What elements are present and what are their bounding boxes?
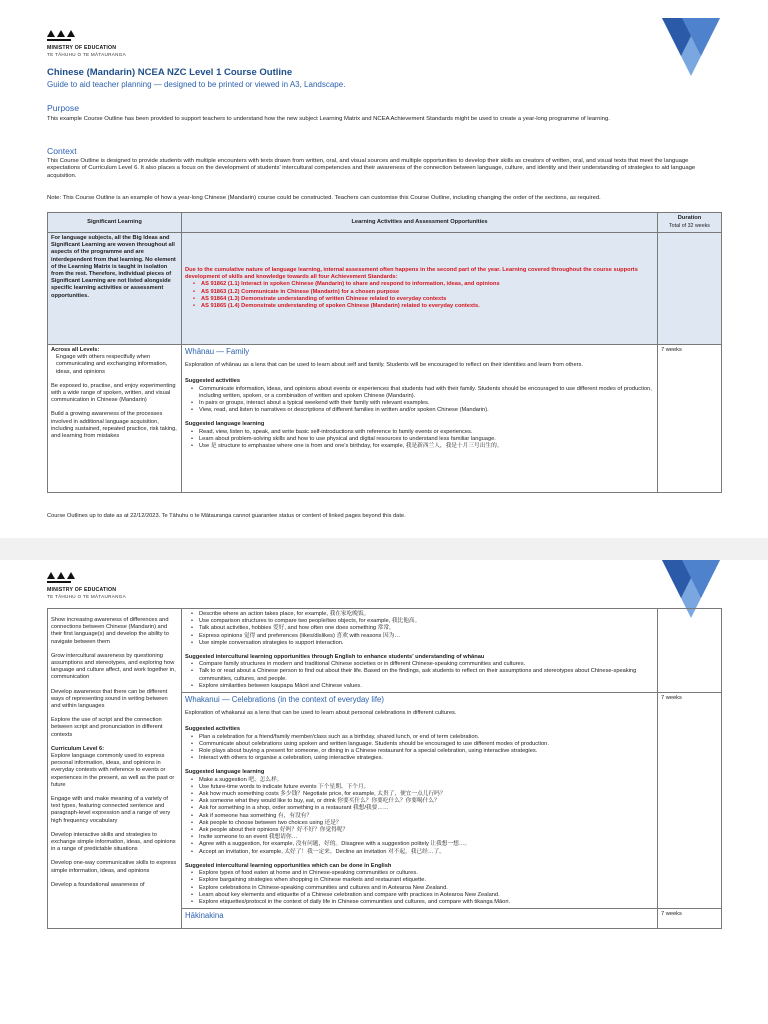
page-separator bbox=[0, 538, 768, 560]
whanau-activities-cell: Whānau — Family Exploration of whānau as a lens that can be used to learn about self and family. Students will be encouraged to reflect on their identities and learn from others. Suggested activities • Communicate information, ideas, and opinions about events or experiences that students had with their family. Students should be encouraged to use different modes of production, including written, spoken, or a combination of written and spoken Chinese (Mandarin). • In pairs or groups, interact about a typical weekend with their family with relevant examples. • View, read, and listen to narratives or descriptions of different families in written and/or spoken Chinese (Mandarin). Suggested language learning • Read, view, listen to, speak, and write basic self-introductions with reference to family events or experiences. • Learn about problem-solving skills and how to use physical and digital resources to understand less familiar language. • Use 是 structure to emphasise where one is from and one's birthday, for example, 我是新西兰人，我是十月三号出生的。 bbox=[182, 345, 658, 493]
whakanui-intercultural-list: • Explore types of food eaten at home and in Chinese-speaking communities or cultures. • Explore bargaining strategies when shopping in Chinese markets and restaurant etiquette. • Explore celebrations in Chinese-speaking communities and cultures and in Aotearoa New Zealand. • Learn about key elements and etiquette of a Chinese celebration and compare with practices in Aotearoa New Zealand. • Explore etiquettes/protocol in the context of daily life in Chinese communities and cultures, and compare with tikanga Māori. bbox=[191, 870, 654, 906]
header-duration: Duration Total of 32 weeks bbox=[658, 213, 722, 233]
theme-title-whanau: Whānau — Family bbox=[185, 347, 250, 356]
logo-mark-icon bbox=[47, 572, 167, 580]
standard-item: • AS 91862 (1.1) Interact in spoken Chinese (Mandarin) to share and respond to information, ideas, and opinions bbox=[193, 281, 654, 288]
page-title: Chinese (Mandarin) NCEA NZC Level 1 Course Outline bbox=[47, 67, 293, 78]
ministry-logo bbox=[47, 572, 167, 599]
logo-mark-icon bbox=[47, 30, 167, 38]
context-heading: Context bbox=[47, 146, 77, 156]
standards-list bbox=[193, 281, 654, 310]
intro-duration-cell bbox=[658, 233, 722, 345]
logo-subname: TE TĀHUHU O TE MĀTAURANGA bbox=[47, 52, 126, 57]
purpose-heading: Purpose bbox=[47, 103, 80, 113]
whakanui-language-list: • Make a suggestion 吧、怎么样。 • Use future-time words to indicate future events 下个星期、下个月。 • Ask how much something costs 多少钱？Negotiate price, for example, 太贵了，便宜一点儿行吗？ • Ask someone what they would like to buy, eat, or drink 你要买什么？你要吃什么？你要喝什么？ • Ask for something in a shop, order something in a restaurant 我想/我要…… • Ask if someone has something 有，有没有？ • Ask people to choose between two choices using 还是？ • Ask people about their opinions 好吗？好不好？你觉得呢？ • Invite someone to an event 我想请你… • Agree with a suggestion, for example, 没有问题，好的。Disagree with a suggestion politely 让我想一想…。 • Accept an invitation, for example, 太好了！我一定来。Decline an invitation 对不起，我已经…了。 bbox=[191, 777, 654, 856]
theme-title-whakanui: Whakanui — Celebrations (in the context of everyday life) bbox=[185, 695, 384, 705]
whanau-language-list-cont: • Describe where an action takes place, for example, 我在家吃晚饭。 • Use comparison structures to compare two people/two objects, for example, 我比他高。 • Talk about activities, hobbies 爱好, and how often one does something 常常。 • Express opinions 觉得 and preferences (likes/dislikes) 喜欢 with reasons 因为… • Use simple conversation strategies to support interaction. bbox=[191, 611, 654, 647]
intro-assessment-cell bbox=[182, 233, 658, 345]
logo-name: MINISTRY OF EDUCATION bbox=[47, 587, 117, 593]
header-significant-learning: Significant Learning bbox=[48, 213, 182, 233]
intro-red-text: Due to the cumulative nature of language learning, internal assessment often happens in the second part of the year. Learning covered throughout the course supports development of skills and knowledge towards all four Achievement Standards: bbox=[185, 266, 638, 281]
whanau-intro: Exploration of whānau as a lens that can be used to learn about self and family. Students will be encouraged to reflect on their identities and learn from others. bbox=[185, 362, 583, 369]
logo-name: MINISTRY OF EDUCATION bbox=[47, 45, 117, 51]
context-text: This Course Outline is designed to provide students with multiple encounters with texts drawn from written, oral, and visual sources and multiple opportunities to develop their skills as creators of written, oral, and visual texts that meet the language expectations of Curriculum Level 6. It also places a focus on the development of students' intercultural competencies and their awareness of the connection between language, culture, and identity and their understanding of strategies to aid language acquisition. bbox=[47, 158, 696, 179]
page-2 bbox=[0, 560, 768, 1024]
whanau-intercultural-list: • Compare family structures in modern and traditional Chinese societies or in different Chinese-speaking communities and cultures. • Talk to or read about a Chinese person to find out about their life. Based on the findings, ask students to reflect on their assumptions and stereotypes about Chinese-speaking communities, cultures, and people. • Explore similarities between kaupapa Māori and Chinese values. bbox=[191, 661, 654, 690]
whanau-duration-cont bbox=[658, 609, 722, 693]
next-theme-cell bbox=[182, 909, 658, 929]
standard-item: • AS 91864 (1.3) Demonstrate understanding of written Chinese related to everyday contexts bbox=[193, 296, 654, 303]
note-text: Note: This Course Outline is an example of how a year-long Chinese (Mandarin) course could be constructed. Teachers can customise this Course Outline, including changing the order of the sections, as required. bbox=[47, 195, 601, 201]
whakanui-activities-cell: Whakanui — Celebrations (in the context of everyday life) Exploration of whakanui as a lens that can be used to learn about personal celebrations in different cultures. Suggested activities • Plan a celebration for a friend/family member/class such as a birthday, shared lunch, or end of term celebration. • Communicate about celebrations using spoken and written language. Students should be encouraged to use different modes of production. • Role plays about buying a present for someone, or dining in a Chinese restaurant for a special celebration, using interactive strategies. • Interact with others to organise a celebration, using interactive strategies. Suggested language learning • Make a suggestion 吧、怎么样。 • Use future-time words to indicate future events 下个星期、下个月。 • Ask how much something costs 多少钱？Negotiate price, for example, 太贵了，便宜一点儿行吗？ • Ask someone what they would like to buy, eat, or drink 你要买什么？你要吃什么？你要喝什么？ • Ask for something in a shop, order something in a restaurant 我想/我要…… • Ask if someone has something 有，有没有？ • Ask people to choose between two choices using 还是？ • Ask people about their opinions 好吗？好不好？你觉得呢？ • Invite someone to an event 我想请你… • Agree with a suggestion, for example, 没有问题，好的。Disagree with a suggestion politely 让我想一想…。 • Accept an invitation, for example, 太好了！我一定来。Decline an invitation 对不起，我已经…了。 Suggested intercultural learning opportunities which can be done in English • Explore types of food eaten at home and in Chinese-speaking communities or cultures. • Explore bargaining strategies when shopping in Chinese markets and restaurant etiquette. • Explore celebrations in Chinese-speaking communities and cultures and in Aotearoa New Zealand. • Learn about key elements and etiquette of a Chinese celebration and compare with practices in Aotearoa New Zealand. • Explore etiquettes/protocol in the context of daily life in Chinese communities and cultures, and compare with tikanga Māori. bbox=[182, 693, 658, 909]
whakanui-activities-list: • Plan a celebration for a friend/family member/class such as a birthday, shared lunch, or end of term celebration. • Communicate about celebrations using spoken and written language. Students should be encouraged to use different modes of production. • Role plays about buying a present for someone, or dining in a Chinese restaurant for a special celebration, using interactive strategies. • Interact with others to organise a celebration, using interactive strategies. bbox=[191, 734, 654, 763]
ministry-logo bbox=[47, 30, 167, 57]
next-theme-duration: 7 weeks bbox=[658, 909, 722, 929]
whanau-activities-cell-cont: • Describe where an action takes place, for example, 我在家吃晚饭。 • Use comparison structures to compare two people/two objects, for example, 我比他高。 • Talk about activities, hobbies 爱好, and how often one does something 常常。 • Express opinions 觉得 and preferences (likes/dislikes) 喜欢 with reasons 因为… • Use simple conversation strategies to support interaction. Suggested intercultural learning opportunities through English to enhance students' understanding of whānau • Compare family structures in modern and traditional Chinese societies or in different Chinese-speaking communities and cultures. • Talk to or read about a Chinese person to find out about their life. Based on the findings, ask students to reflect on their assumptions and stereotypes about Chinese-speaking communities, cultures, and people. • Explore similarities between kaupapa Māori and Chinese values. bbox=[182, 609, 658, 693]
logo-subname: TE TĀHUHU O TE MĀTAURANGA bbox=[47, 594, 126, 599]
standard-item: • AS 91865 (1.4) Demonstrate understanding of spoken Chinese (Mandarin) related to everyday contexts. bbox=[193, 303, 654, 310]
whanau-language-list: • Read, view, listen to, speak, and write basic self-introductions with reference to family events or experiences. • Learn about problem-solving skills and how to use physical and digital resources to understand less familiar language. • Use 是 structure to emphasise where one is from and one's birthday, for example, 我是新西兰人，我是十月三号出生的。 bbox=[191, 429, 654, 451]
brand-triangle-icon bbox=[662, 18, 720, 76]
page-subtitle: Guide to aid teacher planning — designed to be printed or viewed in A3, Landscape. bbox=[47, 80, 346, 89]
intro-left-cell: For language subjects, all the Big Ideas and Significant Learning are woven throughout all aspects of the programme and are interdependent from that learning. No element of the Learning Matrix is taught in isolation from the rest. Therefore, individual pieces of Significant Learning are not listed alongside specific learning activities or assessment opportunities. bbox=[48, 233, 182, 345]
significant-learning-cell-cont: Show increasing awareness of differences and connections between Chinese (Mandarin) and their first language(s) and develop the ability to navigate between them Grow intercultural awareness by questioning assumptions and stereotypes, and exploring how language and culture affect, and work together in, communication Develop awareness that there can be different ways of representing sound in writing between and within languages Explore the use of script and the connection between script and pronunciation in different contexts Curriculum Level 6: Explore language commonly used to express personal information, ideas, and opinions in everyday contexts with reference to events or experiences in the present, as well as the past or future Engage with and make meaning of a variety of text types, featuring connected sentence and paragraph-level expression and a range of very high frequency vocabulary Develop interactive skills and strategies to exchange simple information, ideas, and opinions in a range of predictable situations Develop one-way communicative skills to express simple information, ideas, and opinions Develop a foundational awareness of bbox=[48, 609, 182, 929]
whakanui-intro: Exploration of whakanui as a lens that can be used to learn about personal celebrations in different cultures. bbox=[185, 710, 457, 717]
whanau-activities-list: • Communicate information, ideas, and opinions about events or experiences that students had with their family. Students should be encouraged to use different modes of production, including written, spoken, or a combination of written and spoken Chinese (Mandarin). • In pairs or groups, interact about a typical weekend with their family with relevant examples. • View, read, and listen to narratives or descriptions of different families in written and/or spoken Chinese (Mandarin). bbox=[191, 386, 654, 415]
significant-learning-cell: Across all Levels: Engage with others respectfully when communicating and exchanging information, ideas, and opinions Be exposed to, practise, and enjoy experimenting with a wide range of spoken, written, and visual communication in Chinese (Mandarin) Build a growing awareness of the processes involved in additional language acquisition, including sustained, repeated practice, risk taking, and learning from mistakes bbox=[48, 345, 182, 493]
whakanui-duration: 7 weeks bbox=[658, 693, 722, 909]
course-outline-table-cont bbox=[47, 608, 722, 929]
header-activities: Learning Activities and Assessment Opportunities bbox=[182, 213, 658, 233]
purpose-text: This example Course Outline has been provided to support teachers to understand how the new subject Learning Matrix and NCEA Achievement Standards might be used to create a year-long programme of learning. bbox=[47, 116, 610, 122]
course-outline-table bbox=[47, 212, 722, 493]
footer-note: Course Outlines up to date as at 22/12/2023. Te Tāhuhu o te Mātauranga cannot guarantee status or content of linked pages beyond this date. bbox=[47, 513, 406, 519]
theme-title-next: Hākinakina bbox=[185, 911, 224, 921]
standard-item: • AS 91863 (1.2) Communicate in Chinese (Mandarin) for a chosen purpose bbox=[193, 289, 654, 296]
whanau-duration: 7 weeks bbox=[658, 345, 722, 493]
